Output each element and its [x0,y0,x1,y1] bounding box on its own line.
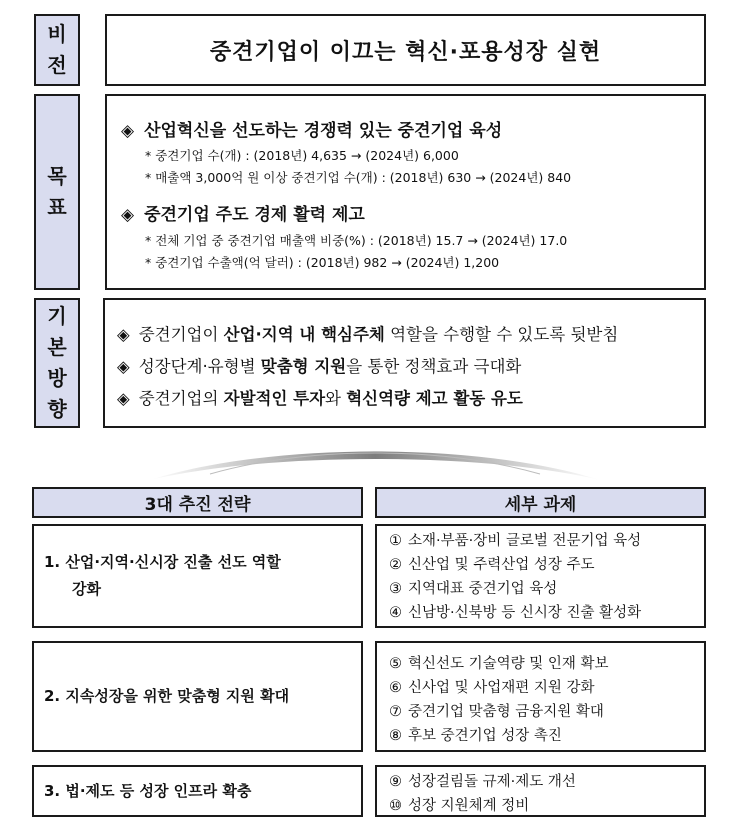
task-text: 혁신선도 기술역량 및 인재 확보 [408,656,609,672]
goal-title: 산업혁신을 선도하는 경쟁력 있는 중견기업 육성 [144,121,503,141]
task-item [389,770,576,791]
direction-emphasis: 산업·지역 내 핵심주체 [223,325,385,344]
direction-item-2 [117,353,521,377]
task-number: ② [389,557,402,573]
task-text: 지역대표 중견기업 육성 [408,581,558,597]
goal-detail: * 매출액 3,000억 원 이상 중견기업 수(개) : (2018년) 630 → (2024년) 840 [145,170,572,185]
strategy-text: 2. 지속성장을 위한 맞춤형 지원 확대 [44,687,290,705]
direction-text: 성장단계·유형별 [138,357,261,376]
goal-item-2 [121,200,365,225]
tasks-1 [375,524,706,628]
task-item [389,794,529,815]
directions-label-char: 향 [47,397,67,421]
task-text: 소재·부품·장비 글로벌 전문기업 육성 [408,533,642,549]
direction-text: 와 [325,389,347,408]
directions-label-char: 방 [47,366,67,390]
direction-item-1 [117,321,618,345]
directions-box [103,298,706,428]
task-item [389,577,557,598]
goal-detail: * 전체 기업 중 중견기업 매출액 비중(%) : (2018년) 15.7 → (2024년) 17.0 [145,233,568,248]
direction-text: 역할을 수행할 수 있도록 뒷받침 [384,325,619,344]
task-text: 성장걸림돌 규제·제도 개선 [408,774,576,790]
strategy-2 [32,641,363,752]
diamond-bullet-icon: ◈ [121,205,135,225]
vision-label [34,14,80,86]
strategy-text: 3. 법·제도 등 성장 인프라 확충 [44,781,252,800]
task-text: 중견기업 맞춤형 금융지원 확대 [408,704,604,720]
tasks-2 [375,641,706,752]
task-text: 신사업 및 사업재편 지원 강화 [408,680,595,696]
task-number: ③ [389,581,402,597]
direction-item-3 [117,385,523,409]
tasks-header [375,487,706,518]
task-item [389,652,609,673]
task-item [389,676,595,697]
strategy-header-text: 3대 추진 전략 [144,495,251,515]
directions-label-char: 기 [47,304,67,328]
vision-title: 중견기업이 이끄는 혁신·포용성장 실현 [209,39,602,65]
task-text: 후보 중견기업 성장 촉진 [408,728,562,744]
task-number: ⑩ [389,798,402,814]
diamond-bullet-icon: ◈ [117,357,130,376]
vision-label-char: 비 [47,22,67,46]
direction-text: 중견기업이 [138,325,224,344]
strategy-text: 1. 산업·지역·신시장 진출 선도 역할 [44,553,281,571]
strategy-3 [32,765,363,817]
goals-label-char: 목 [47,164,67,188]
task-text: 성장 지원체계 정비 [408,798,530,814]
goal-detail: * 중견기업 수(개) : (2018년) 4,635 → (2024년) 6,000 [145,148,459,163]
task-item [389,601,641,622]
directions-label-char: 본 [47,335,67,359]
diamond-bullet-icon: ◈ [117,389,130,408]
task-item [389,724,562,745]
direction-emphasis: 혁신역량 제고 활동 유도 [346,389,523,408]
strategy-header [32,487,363,518]
task-text: 신남방·신북방 등 신시장 진출 활성화 [408,605,642,621]
goals-box [105,94,706,290]
diamond-bullet-icon: ◈ [121,121,135,141]
goals-label-char: 표 [47,195,67,219]
task-number: ⑥ [389,680,402,696]
task-text: 신산업 및 주력산업 성장 주도 [408,557,595,573]
goal-title: 중견기업 주도 경제 활력 제고 [144,205,365,225]
task-number: ⑧ [389,728,402,744]
task-number: ④ [389,605,402,621]
direction-text: 중견기업의 [138,389,224,408]
goal-item-1 [121,116,502,141]
vision-box [105,14,706,86]
tasks-3 [375,765,706,817]
direction-emphasis: 자발적인 투자 [223,389,326,408]
strategy-text: 강화 [72,580,101,598]
task-item [389,553,595,574]
task-item [389,529,641,550]
direction-emphasis: 맞춤형 지원 [260,357,347,376]
diamond-bullet-icon: ◈ [117,325,130,344]
vision-label-char: 전 [47,53,67,77]
goal-detail: * 중견기업 수출액(억 달러) : (2018년) 982 → (2024년) 1,200 [145,255,500,270]
task-number: ⑦ [389,704,402,720]
task-number: ⑤ [389,656,402,672]
swoosh-divider-icon [150,434,600,482]
goals-label [34,94,80,290]
direction-text: 을 통한 정책효과 극대화 [346,357,522,376]
directions-label [34,298,80,428]
task-number: ⑨ [389,774,402,790]
task-number: ① [389,533,402,549]
task-item [389,700,604,721]
strategy-1 [32,524,363,628]
tasks-header-text: 세부 과제 [504,495,577,515]
